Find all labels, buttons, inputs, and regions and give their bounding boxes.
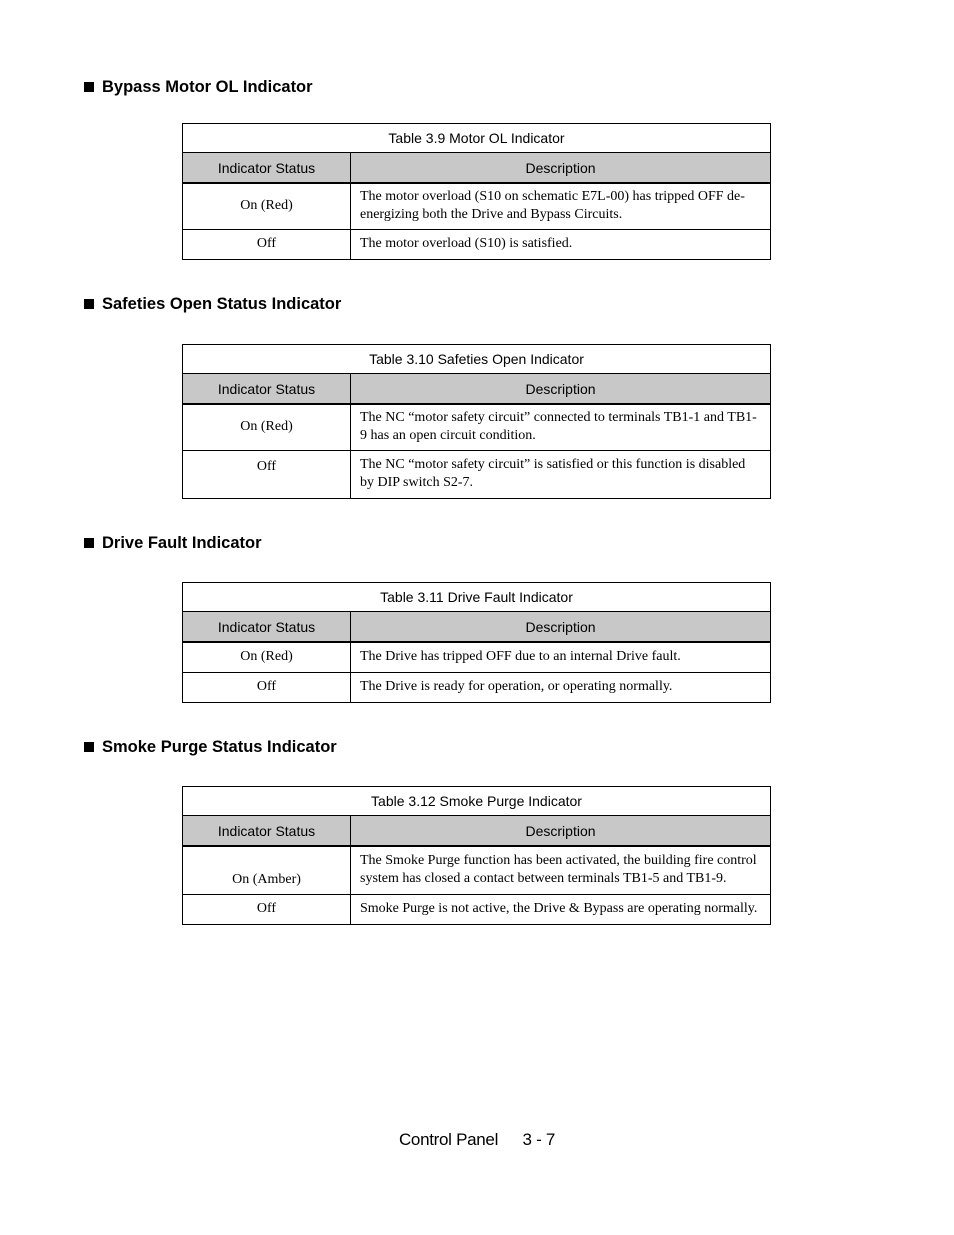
column-header-indicator-status: Indicator Status <box>183 816 351 847</box>
square-bullet-icon <box>84 82 94 92</box>
table-drive-fault-indicator <box>182 582 771 703</box>
table-row <box>183 404 771 450</box>
section-heading-text: Smoke Purge Status Indicator <box>102 738 337 756</box>
table-caption: Table 3.12 Smoke Purge Indicator <box>183 787 771 816</box>
column-header-description: Description <box>351 374 771 405</box>
table-smoke-purge-indicator <box>182 786 771 925</box>
table-row <box>183 672 771 702</box>
description-cell: The Drive is ready for operation, or operating normally. <box>351 672 771 702</box>
description-cell: The motor overload (S10) is satisfied. <box>351 229 771 259</box>
description-cell: The motor overload (S10 on schematic E7L-00) has tripped OFF de-energizing both the Drive and Bypass Circuits. <box>351 183 771 229</box>
section-heading-text: Safeties Open Status Indicator <box>102 295 342 313</box>
column-header-indicator-status: Indicator Status <box>183 153 351 184</box>
page-number: 3 - 7 <box>522 1130 556 1149</box>
description-cell: Smoke Purge is not active, the Drive & Bypass are operating normally. <box>351 894 771 924</box>
table-row <box>183 846 771 894</box>
status-cell: On (Red) <box>183 183 351 229</box>
description-cell: The Drive has tripped OFF due to an internal Drive fault. <box>351 642 771 672</box>
column-header-description: Description <box>351 153 771 184</box>
square-bullet-icon <box>84 742 94 752</box>
status-cell: Off <box>183 229 351 259</box>
description-cell: The NC “motor safety circuit” connected to terminals TB1-1 and TB1-9 has an open circuit condition. <box>351 404 771 450</box>
section-heading-text: Drive Fault Indicator <box>102 534 262 552</box>
status-cell: On (Red) <box>183 642 351 672</box>
status-cell: On (Red) <box>183 404 351 450</box>
section-heading-drive-fault <box>84 533 262 553</box>
status-cell: On (Amber) <box>183 846 351 894</box>
table-safeties-open-indicator <box>182 344 771 499</box>
section-heading-bypass-motor-ol <box>84 77 313 97</box>
column-header-description: Description <box>351 612 771 643</box>
description-cell: The NC “motor safety circuit” is satisfied or this function is disabled by DIP switch S2-7. <box>351 450 771 498</box>
table-caption: Table 3.11 Drive Fault Indicator <box>183 583 771 612</box>
square-bullet-icon <box>84 299 94 309</box>
table-caption: Table 3.9 Motor OL Indicator <box>183 124 771 153</box>
table-row <box>183 450 771 498</box>
status-cell: Off <box>183 672 351 702</box>
table-row <box>183 642 771 672</box>
column-header-indicator-status: Indicator Status <box>183 374 351 405</box>
table-motor-ol-indicator <box>182 123 771 260</box>
section-heading-safeties-open <box>84 294 341 314</box>
description-cell: The Smoke Purge function has been activated, the building fire control system has closed a contact between terminals TB1-5 and TB1-9. <box>351 846 771 894</box>
table-row <box>183 229 771 259</box>
column-header-indicator-status: Indicator Status <box>183 612 351 643</box>
footer-section-name: Control Panel <box>398 1130 499 1149</box>
square-bullet-icon <box>84 538 94 548</box>
section-heading-smoke-purge <box>84 737 337 757</box>
table-row <box>183 894 771 924</box>
page-footer <box>0 1130 954 1150</box>
table-row <box>183 183 771 229</box>
column-header-description: Description <box>351 816 771 847</box>
status-cell: Off <box>183 450 351 498</box>
section-heading-text: Bypass Motor OL Indicator <box>102 78 313 96</box>
table-caption: Table 3.10 Safeties Open Indicator <box>183 345 771 374</box>
status-cell: Off <box>183 894 351 924</box>
